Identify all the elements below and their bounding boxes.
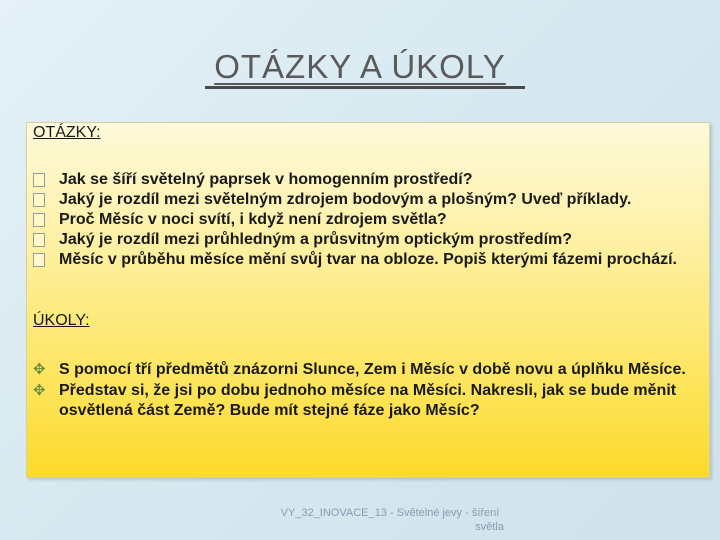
question-item — [33, 210, 709, 230]
question-item — [33, 170, 709, 190]
task-text: Představ si, že jsi po dobu jednoho měsíce na Měsíci. Nakresli, jak se bude měnit osvětlená část Země? Bude mít stejné fáze jako Měsíc? — [59, 382, 677, 419]
question-text: Jaký je rozdíl mezi světelným zdrojem bodovým a plošným? Uveď příklady. — [59, 191, 632, 208]
footer-line: VY_32_INOVACE_13 - Světelné jevy - šíření — [280, 507, 500, 519]
checkbox-bullet-icon — [33, 173, 45, 187]
checkbox-bullet-icon — [33, 193, 45, 207]
question-item — [33, 230, 709, 250]
flower-bullet-icon: ✥ — [33, 382, 46, 399]
questions-heading: OTÁZKY: — [33, 124, 101, 141]
question-text: Jak se šíří světelný paprsek v homogenním prostředí? — [59, 171, 473, 188]
task-item — [33, 381, 709, 421]
question-item — [33, 190, 709, 210]
question-text: Jaký je rozdíl mezi průhledným a průsvitným optickým prostředím? — [59, 231, 573, 248]
flower-bullet-icon: ✥ — [33, 361, 46, 378]
question-text: Měsíc v průběhu měsíce mění svůj tvar na obloze. Popiš kterými fázemi prochází. — [59, 251, 677, 268]
checkbox-bullet-icon — [33, 213, 45, 227]
title-underline — [205, 86, 525, 89]
task-text: S pomocí tří předmětů znázorni Slunce, Zem i Měsíc v době novu a úplňku Měsíce. — [59, 361, 686, 378]
checkbox-bullet-icon — [33, 253, 45, 267]
footer-line: světla — [475, 521, 504, 533]
slide-title: OTÁZKY A ÚKOLY — [214, 48, 506, 85]
tasks-list — [33, 360, 709, 422]
checkbox-bullet-icon — [33, 233, 45, 247]
task-item — [33, 360, 709, 380]
question-text: Proč Měsíc v noci svítí, i když není zdrojem světla? — [59, 211, 447, 228]
question-item — [33, 250, 709, 270]
tasks-heading: ÚKOLY: — [33, 312, 90, 329]
footer-text — [262, 506, 518, 534]
questions-list — [33, 170, 709, 270]
